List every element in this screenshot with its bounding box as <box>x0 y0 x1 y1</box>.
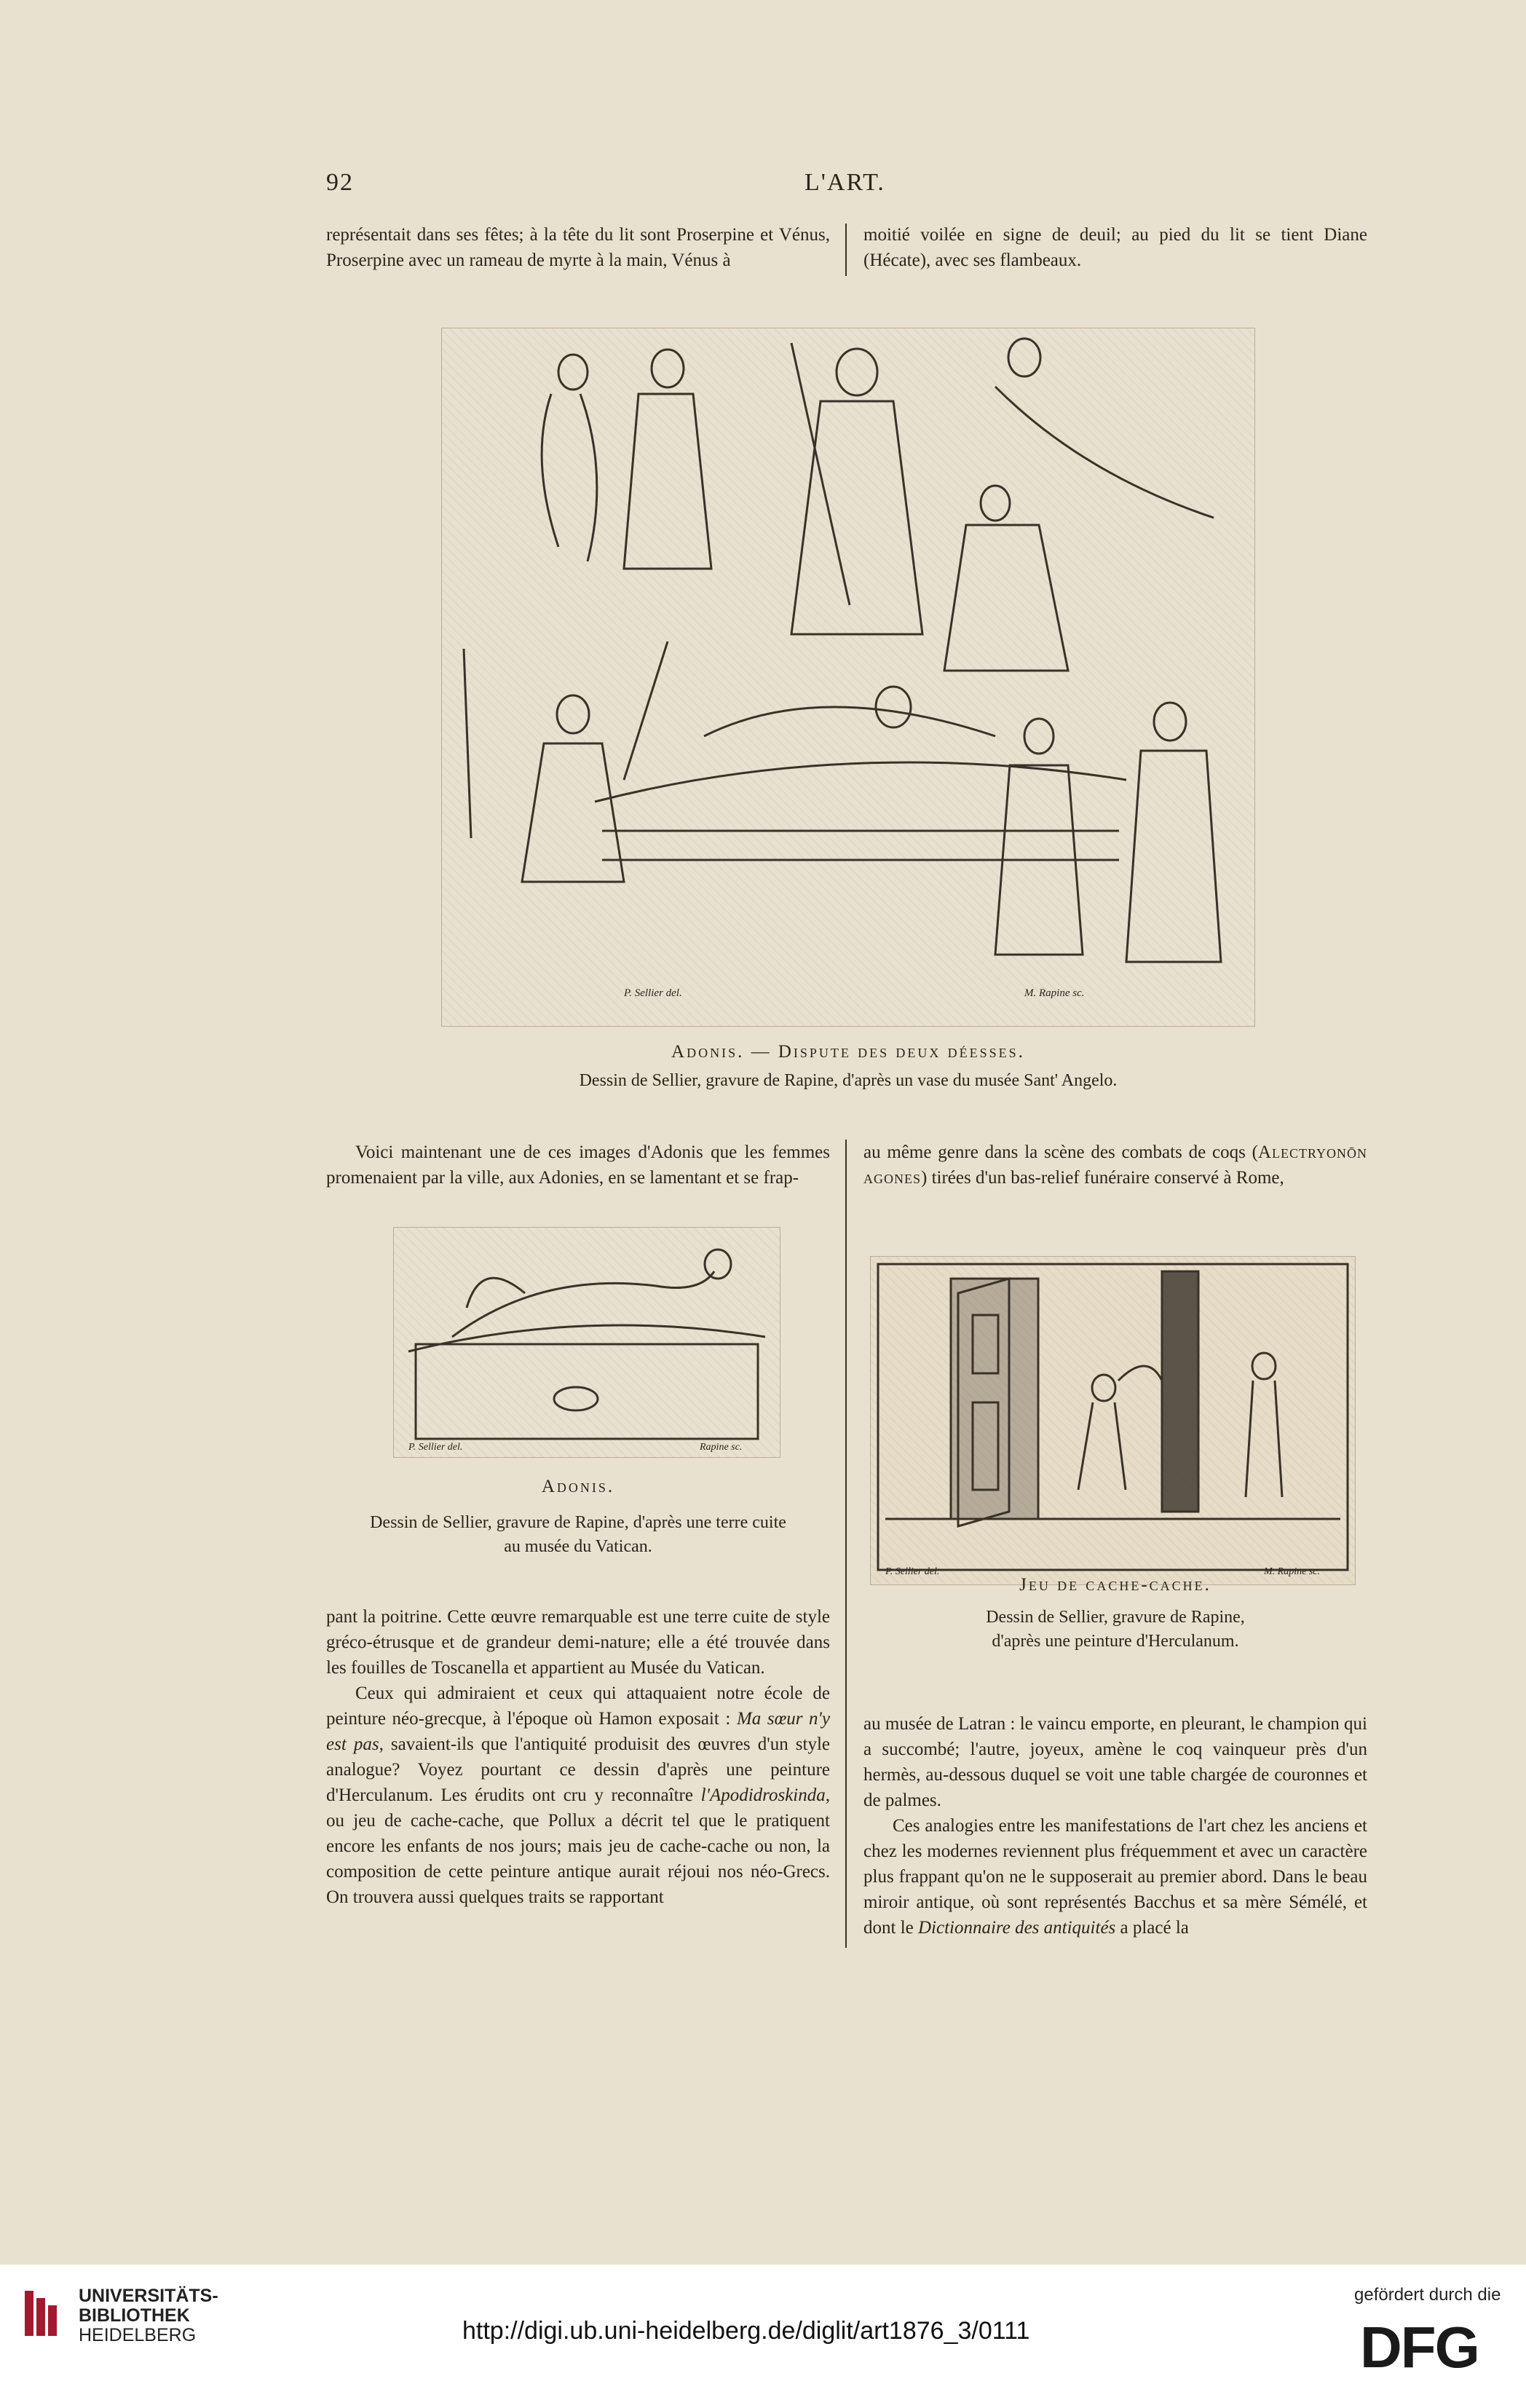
top-left-text: représentait dans ses fêtes; à la tête du lit sont Proserpine et Vénus, Proserpine avec un rameau de myrte à la main, Vénus à <box>326 225 830 270</box>
top-left-column <box>326 222 830 273</box>
engraving-adonis-terracotta <box>393 1227 780 1458</box>
apodidroskinda-term: l'Apodidroskinda, <box>700 1785 830 1805</box>
bottom-right-paragraph-2 <box>863 1813 1367 1941</box>
middle-left-column <box>326 1140 830 1191</box>
library-name-line-2: BIBLIOTHEK <box>79 2305 190 2326</box>
bottom-left-column <box>326 1604 830 1910</box>
library-name-line-1: UNIVERSITÄTS- <box>79 2286 218 2306</box>
figure-caption-title: Jeu de cache-cache. <box>1019 1575 1211 1595</box>
funding-note: gefördert durch die <box>1354 2285 1501 2305</box>
engraving-cache-cache <box>870 1256 1356 1585</box>
middle-right-column <box>863 1140 1367 1191</box>
library-name <box>79 2286 218 2345</box>
figure-caption-line-2: d'après une peinture d'Herculanum. <box>992 1632 1239 1651</box>
figure-caption-credit: Dessin de Sellier, gravure de Rapine, d'après un vase du musée Sant' Angelo. <box>579 1071 1118 1090</box>
page-number: 92 <box>326 169 354 196</box>
middle-right-text-end: ) tirées d'un bas-relief funéraire conservé à Rome, <box>921 1168 1284 1188</box>
bottom-left-p2-b: savaient-ils que l'antiquité produisit des œuvres d'un style analogue? Voyez pourtant ce dessin d'après une peinture d'Herculanum. Les érudits ont cru y reconnaître <box>326 1734 831 1805</box>
signature-left: P. Sellier del. <box>624 987 682 999</box>
bottom-left-p2-c: ou jeu de cache-cache, que Pollux a décrit tel que le pratiquent encore les enfants de nos jours; mais jeu de cache-cache ou non, la composition de cette peinture antique aurait réjoui nos néo-Grecs. On trouvera aussi quelques traits se rapportant <box>326 1811 830 1907</box>
bottom-right-p2-b: a placé la <box>1115 1918 1189 1938</box>
bottom-left-p2-a: Ceux qui admiraient et ceux qui attaquaient notre école de peinture néo-grecque, à l'époque où Hamon exposait : <box>326 1683 830 1729</box>
top-right-text: moitié voilée en signe de deuil; au pied du lit se tient Diane (Hécate), avec ses flambeaux. <box>863 225 1367 270</box>
alectryon-term: Alectryonōn agones <box>863 1142 1367 1188</box>
figure-caption-title: Adonis. — Dispute des deux déesses. <box>671 1042 1025 1062</box>
engraving-adonis-dispute-drawing <box>442 328 1254 1026</box>
dictionnaire-title: Dictionnaire des antiquités <box>918 1918 1116 1938</box>
ma-soeur-title: Ma sœur n'y est pas, <box>326 1709 830 1754</box>
signature-right: M. Rapine sc. <box>1264 1566 1320 1577</box>
bottom-right-p2-a: Ces analogies entre les manifestations de l'art chez les anciens et chez les modernes reviennent plus fréquemment et avec un caractère plus frappant qu'on ne le supposerait au premier abord. Dans le beau miroir antique, où sont représentés Bacchus et sa mère Sémélé, et dont le <box>863 1816 1367 1938</box>
library-logo-icon <box>22 2286 66 2345</box>
signature-right: M. Rapine sc. <box>1024 987 1085 999</box>
engraving-adonis-terracotta-drawing <box>394 1228 780 1457</box>
bottom-left-paragraph-2 <box>326 1681 830 1910</box>
signature-left: P. Sellier del. <box>408 1442 463 1453</box>
figure-caption-line-2: au musée du Vatican. <box>504 1537 652 1556</box>
middle-right-text <box>863 1140 1367 1191</box>
bottom-left-paragraph-1: pant la poitrine. Cette œuvre remarquable est une terre cuite de style gréco-étrusque et de grandeur demi-nature; elle a été trouvée dans les fouilles de Toscanella et appartient au Musée du Vatican. <box>326 1607 830 1678</box>
signature-right: Rapine sc. <box>700 1442 743 1453</box>
middle-right-text-start: au même genre dans la scène des combats de coqs ( <box>863 1142 1258 1162</box>
bottom-right-column <box>863 1711 1367 1941</box>
column-rule-main <box>845 1140 847 1948</box>
figure-caption-line-1: Dessin de Sellier, gravure de Rapine, d'après une terre cuite <box>370 1513 786 1532</box>
middle-left-text: Voici maintenant une de ces images d'Adonis que les femmes promenaient par la ville, aux Adonies, en se lamentant et se frap- <box>326 1142 830 1188</box>
engraving-cache-cache-drawing <box>871 1257 1355 1584</box>
signature-left: P. Sellier del. <box>885 1566 940 1577</box>
column-rule-top <box>845 224 847 276</box>
figure-caption-title: Adonis. <box>541 1477 615 1496</box>
dfg-logo: DFG <box>1360 2315 1479 2380</box>
bottom-right-paragraph-1: au musée de Latran : le vaincu emporte, en pleurant, le champion qui a succombé; l'autre, joyeux, amène le coq vainqueur près d'un hermès, au-dessous duquel se voit une table chargée de couronnes et de palmes. <box>863 1714 1367 1810</box>
figure-caption-line-1: Dessin de Sellier, gravure de Rapine, <box>986 1608 1245 1627</box>
top-right-column <box>863 222 1367 273</box>
engraving-adonis-dispute <box>441 328 1255 1027</box>
running-title: L'ART. <box>804 169 885 196</box>
permalink-url[interactable]: http://digi.ub.uni-heidelberg.de/diglit/art1876_3/0111 <box>462 2317 1030 2345</box>
library-name-line-3: HEIDELBERG <box>79 2325 197 2345</box>
